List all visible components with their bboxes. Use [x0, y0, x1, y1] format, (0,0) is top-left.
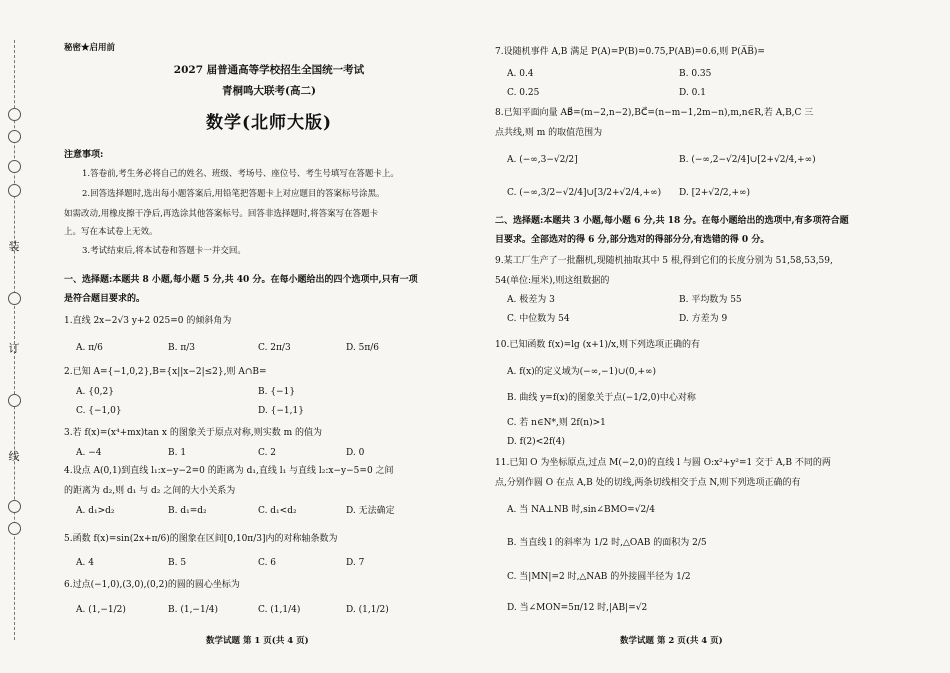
- note-line: 上。写在本试卷上无效。: [64, 227, 158, 237]
- q9-stem-cont: 54(单位:厘米),则这组数据的: [495, 276, 610, 286]
- q10-option-c: C. 若 n∈N*,则 2f(n)>1: [507, 418, 606, 428]
- binding-hole: [8, 130, 21, 143]
- q9-option-c: C. 中位数为 54: [507, 314, 570, 324]
- q8-option-b: B. (−∞,2−√2/4]∪[2+√2/4,+∞): [679, 155, 816, 165]
- note-line: 1.答卷前,考生务必将自己的姓名、班级、考场号、座位号、考生号填写在答题卡上。: [82, 169, 399, 179]
- binding-hole: [8, 292, 21, 305]
- q4-stem: 4.设点 A(0,1)到直线 l₁:x−y−2=0 的距离为 d₁,直线 l₁ 与直线 l₂:x−y−5=0 之间: [64, 466, 394, 476]
- binding-hole: [8, 394, 21, 407]
- q2-option-a: A. {0,2}: [76, 387, 114, 397]
- section1-heading: 一、选择题:本题共 8 小题,每小题 5 分,共 40 分。在每小题给出的四个选项中,只有一项: [64, 275, 418, 285]
- q8-option-a: A. (−∞,3−√2/2]: [507, 155, 578, 165]
- q11-stem: 11.已知 O 为坐标原点,过点 M(−2,0)的直线 l 与圆 O:x²+y²=1 交于 A,B 不同的两: [495, 458, 831, 468]
- q9-option-b: B. 平均数为 55: [679, 295, 742, 305]
- binding-mark-zhuang: 装: [8, 240, 20, 253]
- q7-stem: 7.设随机事件 A,B 满足 P(A)=P(B)=0.75,P(AB)=0.6,则 P(A̅B̅)=: [495, 47, 765, 57]
- binding-mark-ding: 订: [8, 342, 20, 355]
- q9-option-d: D. 方差为 9: [679, 314, 728, 324]
- q10-option-a: A. f(x)的定义域为(−∞,−1)∪(0,+∞): [507, 367, 657, 377]
- note-line: 如需改动,用橡皮擦干净后,再选涂其他答案标号。回答非选择题时,将答案写在答题卡: [64, 209, 379, 219]
- section2-heading: 二、选择题:本题共 3 小题,每小题 6 分,共 18 分。在每小题给出的选项中,有多项符合题: [495, 216, 849, 226]
- q2-option-d: D. {−1,1}: [258, 406, 304, 416]
- q8-option-d: D. [2+√2/2,+∞): [679, 188, 751, 198]
- q6-option-d: D. (1,1/2): [346, 605, 389, 615]
- q5-option-a: A. 4: [76, 558, 94, 568]
- q10-stem: 10.已知函数 f(x)=lg (x+1)/x,则下列选项正确的有: [495, 340, 700, 350]
- binding-hole: [8, 108, 21, 121]
- section2-heading-cont: 目要求。全部选对的得 6 分,部分选对的得部分分,有选错的得 0 分。: [495, 235, 770, 245]
- binding-hole: [8, 500, 21, 513]
- q4-stem-cont: 的距离为 d₂,则 d₁ 与 d₂ 之间的大小关系为: [64, 486, 236, 496]
- q11-option-c: C. 当|MN|=2 时,△NAB 的外接圆半径为 1/2: [507, 572, 691, 582]
- q11-stem-cont: 点,分别作圆 O 在点 A,B 处的切线,两条切线相交于点 N,则下列选项正确的有: [495, 478, 801, 488]
- q4-option-a: A. d₁>d₂: [76, 506, 115, 516]
- q9-option-a: A. 极差为 3: [507, 295, 555, 305]
- exam-subtitle: 青桐鸣大联考(高二): [222, 85, 316, 97]
- page-footer: 数学试题 第 2 页(共 4 页): [620, 636, 723, 646]
- binding-mark-xian: 线: [8, 450, 20, 463]
- q4-option-d: D. 无法确定: [346, 506, 395, 516]
- q8-stem: 8.已知平面向量 AB⃗=(m−2,n−2),BC⃗=(n−m−1,2m−n),m,n∈R,若 A,B,C 三: [495, 108, 814, 118]
- q5-stem: 5.函数 f(x)=sin(2x+π/6)的图象在区间[0,10π/3]内的对称轴条数为: [64, 534, 338, 544]
- q10-option-b: B. 曲线 y=f(x)的图象关于点(−1/2,0)中心对称: [507, 393, 696, 403]
- q1-option-b: B. π/3: [168, 343, 196, 353]
- q5-option-c: C. 6: [258, 558, 277, 568]
- notes-title: 注意事项:: [64, 150, 104, 160]
- q2-option-b: B. {−1}: [258, 387, 296, 397]
- secret-label: 秘密★启用前: [64, 43, 116, 53]
- q1-option-d: D. 5π/6: [346, 343, 380, 353]
- q2-stem: 2.已知 A={−1,0,2},B={x||x−2|≤2},则 A∩B=: [64, 367, 267, 377]
- subject-title: 数学(北师大版): [205, 113, 333, 133]
- q1-option-a: A. π/6: [76, 343, 103, 353]
- q6-stem: 6.过点(−1,0),(3,0),(0,2)的圆的圆心坐标为: [64, 580, 240, 590]
- q6-option-b: B. (1,−1/4): [168, 605, 218, 615]
- q3-stem: 3.若 f(x)=(x⁴+mx)tan x 的图象关于原点对称,则实数 m 的值为: [64, 428, 322, 438]
- q1-stem: 1.直线 2x−2√3 y+2 025=0 的倾斜角为: [64, 316, 232, 326]
- q7-option-c: C. 0.25: [507, 88, 540, 98]
- q10-option-d: D. f(2)<2f(4): [507, 437, 566, 447]
- q1-option-c: C. 2π/3: [258, 343, 291, 353]
- section1-heading-cont: 是符合题目要求的。: [64, 294, 146, 304]
- q4-option-c: C. d₁<d₂: [258, 506, 297, 516]
- q11-option-b: B. 当直线 l 的斜率为 1/2 时,△OAB 的面积为 2/5: [507, 538, 707, 548]
- page-footer: 数学试题 第 1 页(共 4 页): [206, 636, 309, 646]
- q2-option-c: C. {−1,0}: [76, 406, 122, 416]
- q11-option-a: A. 当 NA⊥NB 时,sin∠BMO=√2/4: [507, 505, 655, 515]
- binding-hole: [8, 160, 21, 173]
- binding-hole: [8, 184, 21, 197]
- q7-option-b: B. 0.35: [679, 69, 712, 79]
- q6-option-c: C. (1,1/4): [258, 605, 301, 615]
- q7-option-d: D. 0.1: [679, 88, 706, 98]
- q8-option-c: C. (−∞,3/2−√2/4]∪[3/2+√2/4,+∞): [507, 188, 662, 198]
- q7-option-a: A. 0.4: [507, 69, 534, 79]
- binding-hole: [8, 522, 21, 535]
- q3-option-d: D. 0: [346, 448, 365, 458]
- note-line: 3.考试结束后,将本试卷和答题卡一并交回。: [82, 246, 246, 256]
- q5-option-d: D. 7: [346, 558, 365, 568]
- q3-option-c: C. 2: [258, 448, 277, 458]
- q3-option-a: A. −4: [76, 448, 102, 458]
- q4-option-b: B. d₁=d₂: [168, 506, 207, 516]
- q8-stem-cont: 点共线,则 m 的取值范围为: [495, 128, 603, 138]
- q5-option-b: B. 5: [168, 558, 187, 568]
- q9-stem: 9.某工厂生产了一批翻机,现随机抽取其中 5 根,得到它们的长度分别为 51,58,53,59,: [495, 256, 833, 266]
- q6-option-a: A. (1,−1/2): [76, 605, 126, 615]
- q3-option-b: B. 1: [168, 448, 187, 458]
- q11-option-d: D. 当∠MON=5π/12 时,|AB|=√2: [507, 603, 648, 613]
- note-line: 2.回答选择题时,选出每小题答案后,用铅笔把答题卡上对应题目的答案标号涂黑。: [82, 189, 385, 199]
- exam-title: 2027 届普通高等学校招生全国统一考试: [173, 64, 365, 76]
